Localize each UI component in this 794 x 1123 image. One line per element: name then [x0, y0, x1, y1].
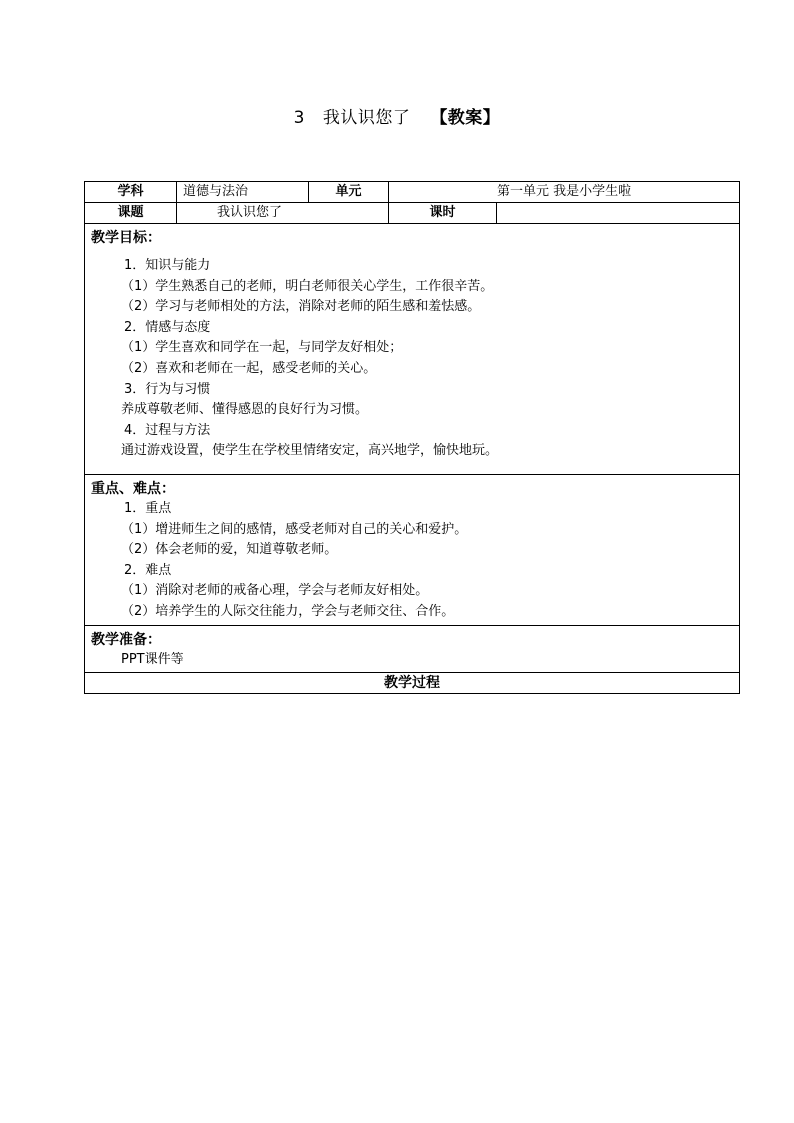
unit-label: 单元	[309, 182, 389, 203]
objective-line: 养成尊敬老师、懂得感恩的良好行为习惯。	[121, 402, 369, 418]
preparation-row	[85, 625, 740, 673]
info-row-subject	[85, 182, 740, 203]
lesson-name: 我认识您了	[322, 108, 411, 128]
period-label: 课时	[389, 203, 497, 224]
lesson-tag: 【教案】	[430, 108, 501, 128]
subject-value: 道德与法治	[177, 182, 309, 203]
process-heading: 教学过程	[85, 673, 740, 694]
objective-line: 4．过程与方法	[124, 422, 211, 438]
objective-line: （1）学生喜欢和同学在一起，与同学友好相处；	[121, 340, 403, 356]
objective-line: （2）喜欢和老师在一起，感受老师的关心。	[121, 360, 377, 376]
objectives-section	[85, 224, 740, 475]
key-point-line: 1．重点	[124, 501, 172, 516]
objective-line: 1．知识与能力	[124, 258, 211, 273]
key-point-line: 2．难点	[124, 562, 172, 578]
key-point-line: （1）消除对老师的戒备心理，学会与老师友好相处。	[121, 583, 429, 599]
objectives-row	[85, 224, 740, 475]
key-point-line: （1）增进师生之间的感情，感受老师对自己的关心和爱护。	[121, 521, 468, 537]
key-points-heading: 重点、难点：	[91, 481, 175, 497]
process-row	[85, 673, 740, 694]
key-points-row	[85, 475, 740, 626]
topic-label: 课题	[85, 203, 177, 224]
lesson-plan-table	[84, 181, 740, 694]
key-points-section	[85, 475, 740, 626]
info-row-topic	[85, 203, 740, 224]
lesson-number: 3	[293, 108, 305, 128]
objective-line: 通过游戏设置，使学生在学校里情绪安定，高兴地学，愉快地玩。	[121, 443, 499, 459]
preparation-heading: 教学准备：	[91, 631, 161, 648]
objective-line: 2．情感与态度	[124, 319, 211, 335]
period-value	[497, 203, 740, 224]
page-title	[0, 106, 794, 130]
unit-value: 第一单元 我是小学生啦	[389, 182, 740, 203]
subject-label: 学科	[85, 182, 177, 203]
key-point-line: （2）体会老师的爱，知道尊敬老师。	[121, 542, 338, 558]
objective-line: （2）学习与老师相处的方法，消除对老师的陌生感和羞怯感。	[121, 299, 481, 315]
objectives-heading: 教学目标：	[91, 230, 161, 246]
preparation-line: PPT课件等	[121, 651, 184, 667]
topic-value: 我认识您了	[177, 203, 389, 224]
objective-line: 3．行为与习惯	[124, 381, 211, 397]
key-point-line: （2）培养学生的人际交往能力，学会与老师交往、合作。	[121, 603, 455, 619]
preparation-section	[85, 625, 740, 673]
objective-line: （1）学生熟悉自己的老师，明白老师很关心学生，工作很辛苦。	[121, 278, 494, 294]
